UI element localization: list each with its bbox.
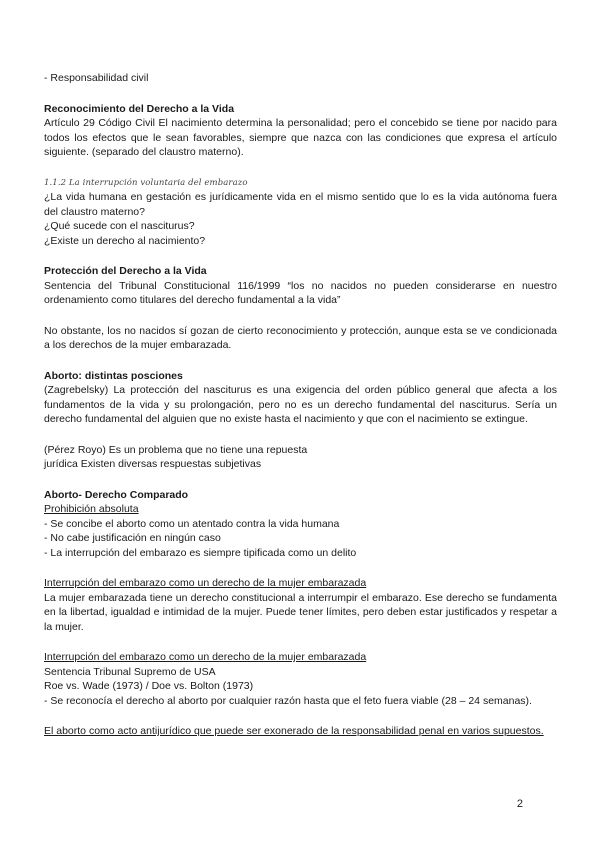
intro-item: - Responsabilidad civil: [44, 72, 149, 84]
paragraph-articulo-29: Artículo 29 Código Civil El nacimiento determina la personalidad; pero el concebido se tiene por nacido para todos los efectos que le sean favorables, siempre que nazca con las condiciones que expresa el artículo siguiente. (separado del claustro materno).: [44, 117, 557, 158]
page-number: 2: [516, 798, 523, 810]
subsection-heading-interrupcion: 1.1.2 La interrupción voluntaria del embarazo: [44, 177, 248, 188]
subheading-derecho-mujer-2: Interrupción del embarazo como un derecho de la mujer embarazada: [44, 651, 367, 663]
section-heading-proteccion: Protección del Derecho a la Vida: [44, 265, 207, 277]
section-heading-reconocimiento: Reconocimiento del Derecho a la Vida: [44, 102, 235, 115]
question-vida-humana: ¿La vida humana en gestación es jurídicamente vida en el mismo sentido que lo es la vida autónoma fuera del claustro materno?: [44, 191, 557, 218]
section-heading-posiciones: Aborto: distintas posciones: [44, 369, 183, 382]
paragraph-perez-royo-2: jurídica Existen diversas respuestas subjetivas: [44, 458, 262, 470]
paragraph-sentencia-tc: Sentencia del Tribunal Constitucional 116/1999 “los no nacidos no pueden considerarse en nuestro ordenamiento como titulares del derecho fundamental a la vida”: [44, 279, 557, 306]
paragraph-no-obstante: No obstante, los no nacidos sí gozan de cierto reconocimiento y protección, aunque esta se ve condicionada a los derechos de la mujer embarazada.: [44, 324, 557, 351]
list-item: - La interrupción del embarazo es siempre tipificada como un delito: [44, 546, 357, 559]
question-derecho-nacimiento: ¿Existe un derecho al nacimiento?: [44, 234, 206, 247]
list-item: - No cabe justificación en ningún caso: [44, 532, 221, 544]
question-nasciturus: ¿Qué sucede con el nasciturus?: [44, 220, 195, 232]
paragraph-derecho-constitucional: La mujer embarazada tiene un derecho constitucional a interrumpir el embarazo. Ese derecho se fundamenta en la libertad, igualdad e intimidad de la mujer. Puede tener límites, pero deben estar justificados y respetar a la mujer.: [44, 591, 557, 633]
paragraph-derecho-viable: - Se reconocía el derecho al aborto por cualquier razón hasta que el feto fuera viable (28 – 24 semanas).: [44, 694, 532, 707]
paragraph-acto-antijuridico: El aborto como acto antijurídico que puede ser exonerado de la responsabilidad penal en varios supuestos.: [44, 725, 544, 737]
document-page: [44, 71, 557, 739]
section-heading-derecho-comparado: Aborto- Derecho Comparado: [44, 488, 189, 501]
paragraph-zagrebelsky: (Zagrebelsky) La protección del nasciturus es una exigencia del orden público general que afecta a los fundamentos de la vida y su prolongación, pero no es un derecho fundamental del nasciturus. Sería un derecho fundamental del alguien que no existe hasta el nacimiento y que con el nacimiento se extingue.: [44, 384, 557, 425]
subheading-prohibicion: Prohibición absoluta: [44, 503, 139, 515]
paragraph-sentencia-usa: Sentencia Tribunal Supremo de USA: [44, 665, 216, 678]
paragraph-roe-wade: Roe vs. Wade (1973) / Doe vs. Bolton (1973): [44, 680, 254, 692]
paragraph-perez-royo-1: (Pérez Royo) Es un problema que no tiene una repuesta: [44, 443, 308, 456]
subheading-derecho-mujer-1: Interrupción del embarazo como un derecho de la mujer embarazada: [44, 577, 367, 589]
list-item: - Se concibe el aborto como un atentado contra la vida humana: [44, 517, 340, 530]
